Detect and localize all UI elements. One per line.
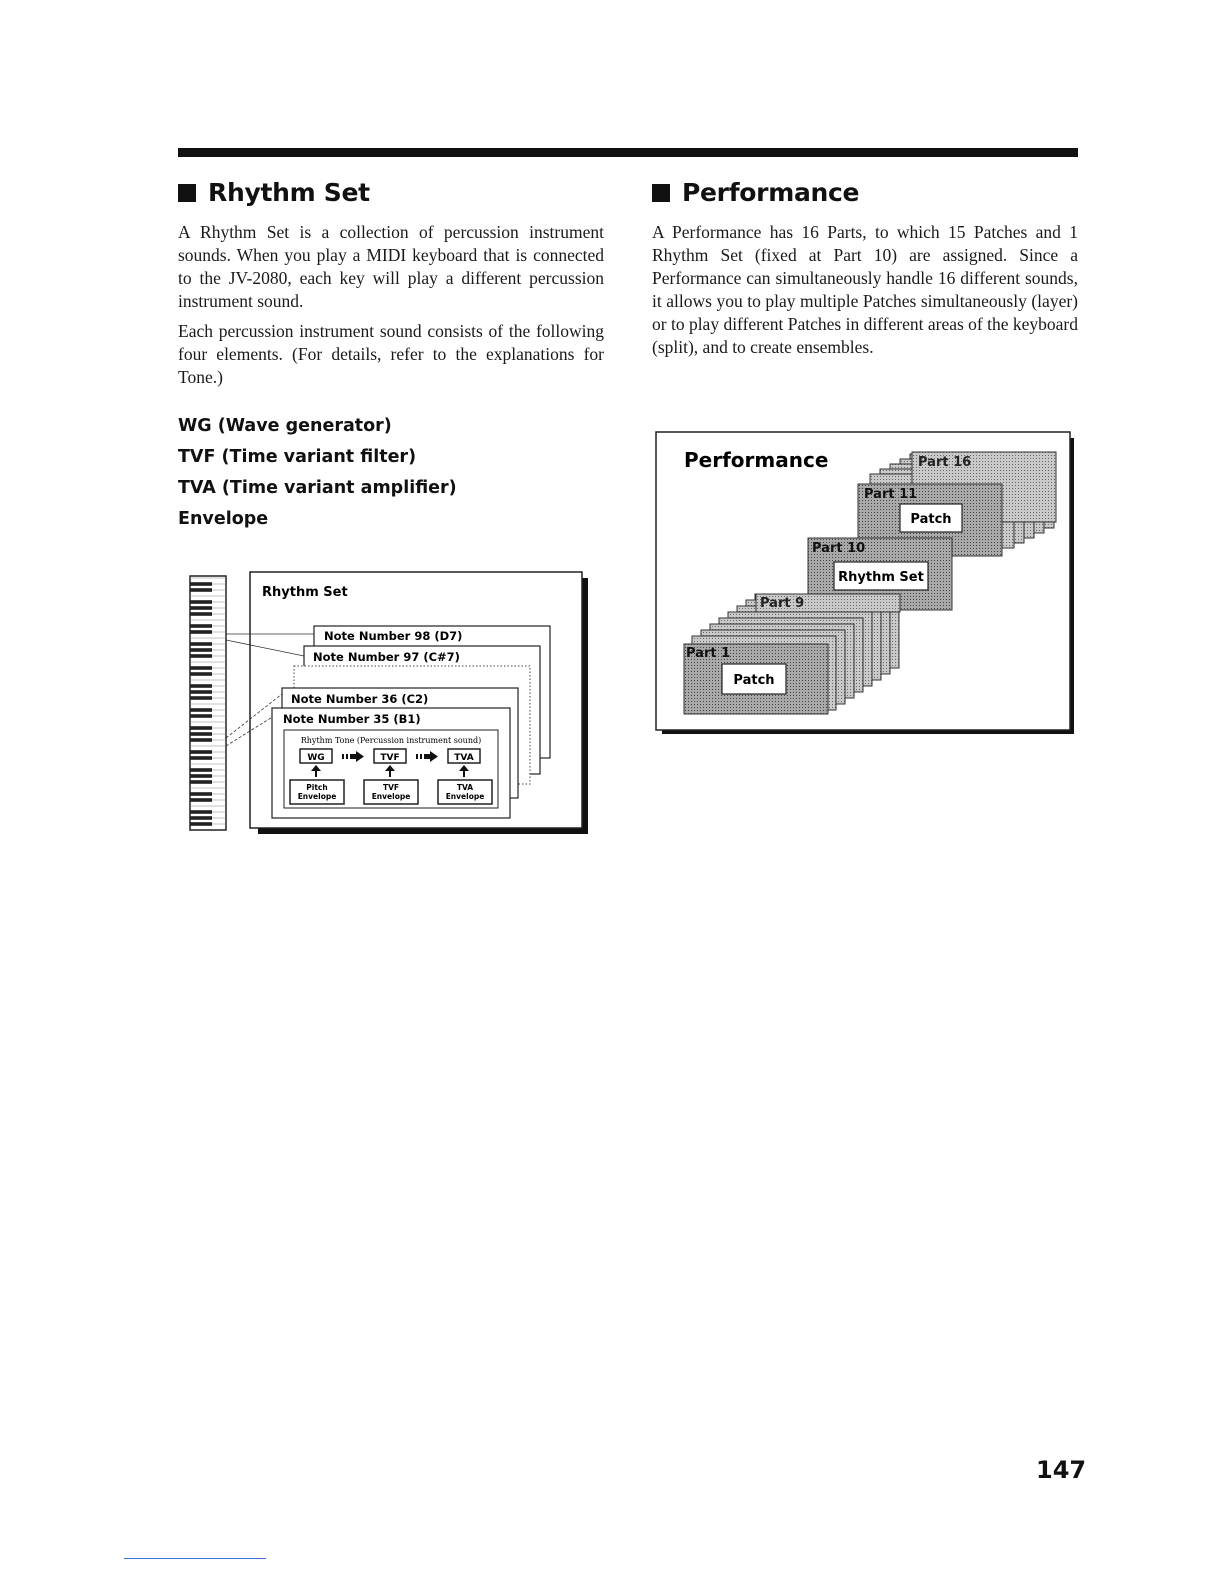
rhythm-set-paragraph-1: A Rhythm Set is a collection of percussion instrument sounds. When you play a MIDI keyboard that is connected to the JV-2080, each key will play a different percussion instrument sound. [178, 222, 604, 311]
note-97-label: Note Number 97 (C#7) [313, 650, 460, 664]
black-key [190, 798, 212, 802]
black-key [190, 612, 212, 616]
part-9-label: Part 9 [760, 596, 805, 611]
rhythm-set-heading [178, 178, 604, 207]
black-key [190, 750, 212, 754]
part-1-label: Part 1 [686, 646, 731, 661]
black-key [190, 792, 212, 796]
tva-label: TVA [454, 753, 474, 763]
patch-top-label: Patch [910, 512, 952, 527]
element-tva: TVA (Time variant amplifier) [178, 478, 457, 498]
keyboard-illustration [190, 576, 226, 830]
note-36-label: Note Number 36 (C2) [291, 692, 429, 706]
black-key [190, 696, 212, 700]
rhythm-set-box-title: Rhythm Set [262, 585, 348, 600]
black-key [190, 822, 212, 826]
tvf-envelope-line2: Envelope [371, 792, 411, 801]
tvf-label: TVF [380, 753, 400, 763]
element-wg: WG (Wave generator) [178, 416, 392, 436]
rhythm-set-section [178, 178, 604, 535]
black-key [190, 648, 212, 652]
black-key [190, 600, 212, 604]
rhythm-set-diagram [186, 568, 596, 840]
black-key [190, 726, 212, 730]
black-key [190, 672, 212, 676]
square-bullet-icon [652, 184, 670, 202]
performance-section [652, 178, 1078, 366]
black-key [190, 684, 212, 688]
performance-paragraph: A Performance has 16 Parts, to which 15 Patches and 1 Rhythm Set (fixed at Part 10) are assigned. Since a Performance can simultaneously handle 16 different sounds, it allows you to play multiple Patches simultaneously (layer) or to play different Patches in different areas of the keyboard (split), and to create ensembles. [652, 222, 1078, 357]
black-key [190, 774, 212, 778]
black-key [190, 624, 212, 628]
black-key [190, 690, 212, 694]
rhythm-set-heading-text: Rhythm Set [208, 178, 370, 207]
performance-heading [652, 178, 1078, 207]
black-key [190, 642, 212, 646]
black-key [190, 816, 212, 820]
black-key [190, 582, 212, 586]
black-key [190, 630, 212, 634]
footer-link-line [124, 1558, 266, 1559]
black-key [190, 606, 212, 610]
square-bullet-icon [178, 184, 196, 202]
rhythm-tone-label: Rhythm Tone (Percussion instrument sound) [300, 736, 482, 745]
element-list [178, 411, 604, 535]
black-key [190, 666, 212, 670]
pitch-envelope-line1: Pitch [306, 783, 328, 792]
performance-heading-text: Performance [682, 178, 860, 207]
black-key [190, 708, 212, 712]
black-key [190, 738, 212, 742]
note-35-label: Note Number 35 (B1) [283, 712, 421, 726]
performance-diagram [652, 428, 1078, 740]
patch-bottom-label: Patch [733, 673, 775, 688]
wg-label: WG [307, 753, 325, 763]
element-tvf: TVF (Time variant filter) [178, 447, 417, 467]
rhythm-set-inner-label: Rhythm Set [838, 570, 924, 585]
black-key [190, 732, 212, 736]
top-rule [178, 148, 1078, 157]
part-11-label: Part 11 [864, 487, 918, 502]
note-98-label: Note Number 98 (D7) [324, 629, 463, 643]
black-key [190, 780, 212, 784]
tva-envelope-line1: TVA [456, 783, 474, 792]
part-16-label: Part 16 [918, 455, 972, 470]
rhythm-set-paragraph-2: Each percussion instrument sound consists of the following four elements. (For details, refer to the explanations for Tone.) [178, 321, 604, 387]
tvf-envelope-line1: TVF [382, 783, 400, 792]
tva-envelope-line2: Envelope [445, 792, 485, 801]
pitch-envelope-line2: Envelope [297, 792, 337, 801]
black-key [190, 714, 212, 718]
page-number: 147 [1036, 1456, 1087, 1484]
performance-box-title: Performance [684, 448, 829, 472]
black-key [190, 756, 212, 760]
element-envelope: Envelope [178, 509, 269, 529]
part-10-label: Part 10 [812, 541, 866, 556]
black-key [190, 588, 212, 592]
black-key [190, 810, 212, 814]
black-key [190, 768, 212, 772]
black-key [190, 654, 212, 658]
